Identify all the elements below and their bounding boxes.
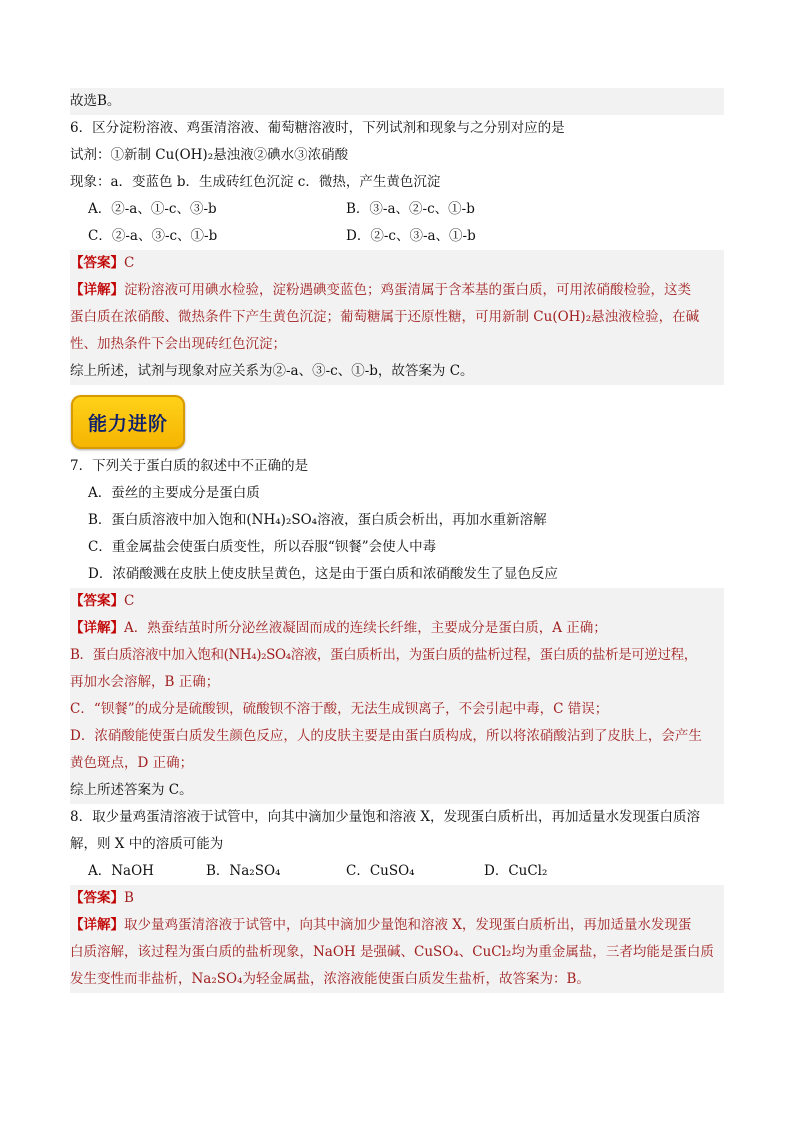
- q7-option-c: C．重金属盐会使蛋白质变性，所以吞服“钡餐”会使人中毒: [88, 539, 437, 555]
- q7-detail-line-2: B．蛋白质溶液中加入饱和(NH₄)₂SO₄溶液，蛋白质析出，为蛋白质的盐析过程，蛋白质的盐析是可逆过程，: [70, 642, 724, 669]
- q7-detail-line-3: 再加水会溶解，B 正确；: [70, 669, 724, 696]
- q8-option-d: D．CuCl₂: [484, 863, 548, 879]
- q6-options-row-1: [70, 196, 724, 223]
- q7-stem: 7．下列关于蛋白质的叙述中不正确的是: [70, 458, 309, 474]
- q6-options-row-2: [70, 223, 724, 250]
- detail-tag: 【详解】: [70, 282, 124, 298]
- q7-detail-line-7: 综上所述答案为 C。: [70, 777, 724, 804]
- q6-option-a: A．②-a、①-c、③-b: [88, 201, 217, 217]
- q7-answer: [70, 588, 724, 615]
- q6-detail-line-4: 综上所述，试剂与现象对应关系为②-a、③-c、①-b，故答案为 C。: [70, 358, 724, 385]
- q6-detail-line-3: 性、加热条件下会出现砖红色沉淀；: [70, 331, 724, 358]
- answer-tag: 【答案】: [70, 890, 124, 906]
- q8-answer: [70, 885, 724, 912]
- q8-option-c: C．CuSO₄: [346, 863, 415, 879]
- q7-detail-line-4: C．“钡餐”的成分是硫酸钡，硫酸钡不溶于酸，无法生成钡离子，不会引起中毒，C 错误；: [70, 696, 724, 723]
- q6-stem: 6．区分淀粉溶液、鸡蛋清溶液、葡萄糖溶液时，下列试剂和现象与之分别对应的是: [70, 120, 565, 136]
- q6-reagents: 试剂：①新制 Cu(OH)₂悬浊液②碘水③浓硝酸: [70, 147, 349, 163]
- q8-stem-line-1: 8．取少量鸡蛋清溶液于试管中，向其中滴加少量饱和溶液 X，发现蛋白质析出，再加适量水发现蛋白质溶: [70, 809, 700, 825]
- answer-tag: 【答案】: [70, 593, 124, 609]
- q6-detail-line-1: [70, 277, 724, 304]
- detail-text: 淀粉溶液可用碘水检验，淀粉遇碘变蓝色；鸡蛋清属于含苯基的蛋白质，可用浓硝酸检验，这类: [124, 282, 691, 298]
- answer-value: C: [124, 255, 135, 271]
- q6-option-d: D．②-c、③-a、①-b: [346, 228, 476, 244]
- q7-option-b: B．蛋白质溶液中加入饱和(NH₄)₂SO₄溶液，蛋白质会析出，再加水重新溶解: [88, 512, 547, 528]
- q6-detail-line-2: 蛋白质在浓硝酸、微热条件下产生黄色沉淀；葡萄糖属于还原性糖，可用新制 Cu(OH)₂悬浊液检验，在碱: [70, 304, 724, 331]
- previous-answer-line: 故选B。: [70, 88, 724, 115]
- q6-answer: [70, 250, 724, 277]
- q8-detail-line-1: [70, 912, 724, 939]
- q8-option-a: A．NaOH: [88, 863, 154, 879]
- q6-option-c: C．②-a、③-c、①-b: [88, 228, 218, 244]
- detail-text: A．熟蚕结茧时所分泌丝液凝固而成的连续长纤维，主要成分是蛋白质，A 正确；: [124, 620, 607, 636]
- section-badge-label: 能力进阶: [87, 412, 168, 435]
- detail-tag: 【详解】: [70, 620, 124, 636]
- q6-option-b: B．③-a、②-c、①-b: [346, 201, 475, 217]
- answer-value: B: [124, 890, 134, 906]
- q7-option-a: A．蚕丝的主要成分是蛋白质: [88, 485, 260, 501]
- answer-value: C: [124, 593, 135, 609]
- detail-text: 取少量鸡蛋清溶液于试管中，向其中滴加少量饱和溶液 X，发现蛋白质析出，再加适量水发现蛋: [124, 917, 692, 933]
- q8-options-row: [70, 858, 724, 885]
- q7-detail-line-5: D．浓硝酸能使蛋白质发生颜色反应，人的皮肤主要是由蛋白质构成，所以将浓硝酸沾到了皮肤上，会产生: [70, 723, 724, 750]
- detail-tag: 【详解】: [70, 917, 124, 933]
- q7-detail-line-6: 黄色斑点，D 正确；: [70, 750, 724, 777]
- q8-detail-line-2: 白质溶解，该过程为蛋白质的盐析现象，NaOH 是强碱、CuSO₄、CuCl₂均为重金属盐，三者均能是蛋白质: [70, 939, 724, 966]
- q6-phenomena: 现象：a．变蓝色 b．生成砖红色沉淀 c．微热，产生黄色沉淀: [70, 174, 441, 190]
- section-badge: [71, 395, 185, 449]
- q8-detail-line-3: 发生变性而非盐析，Na₂SO₄为轻金属盐，浓溶液能使蛋白质发生盐析，故答案为：B。: [70, 966, 724, 993]
- q8-option-b: B．Na₂SO₄: [206, 863, 281, 879]
- q7-option-d: D．浓硝酸溅在皮肤上使皮肤呈黄色，这是由于蛋白质和浓硝酸发生了显色反应: [88, 566, 558, 582]
- answer-tag: 【答案】: [70, 255, 124, 271]
- document-body: [70, 88, 724, 993]
- q7-detail-line-1: [70, 615, 724, 642]
- q8-stem-line-2: 解，则 X 中的溶质可能为: [70, 836, 224, 852]
